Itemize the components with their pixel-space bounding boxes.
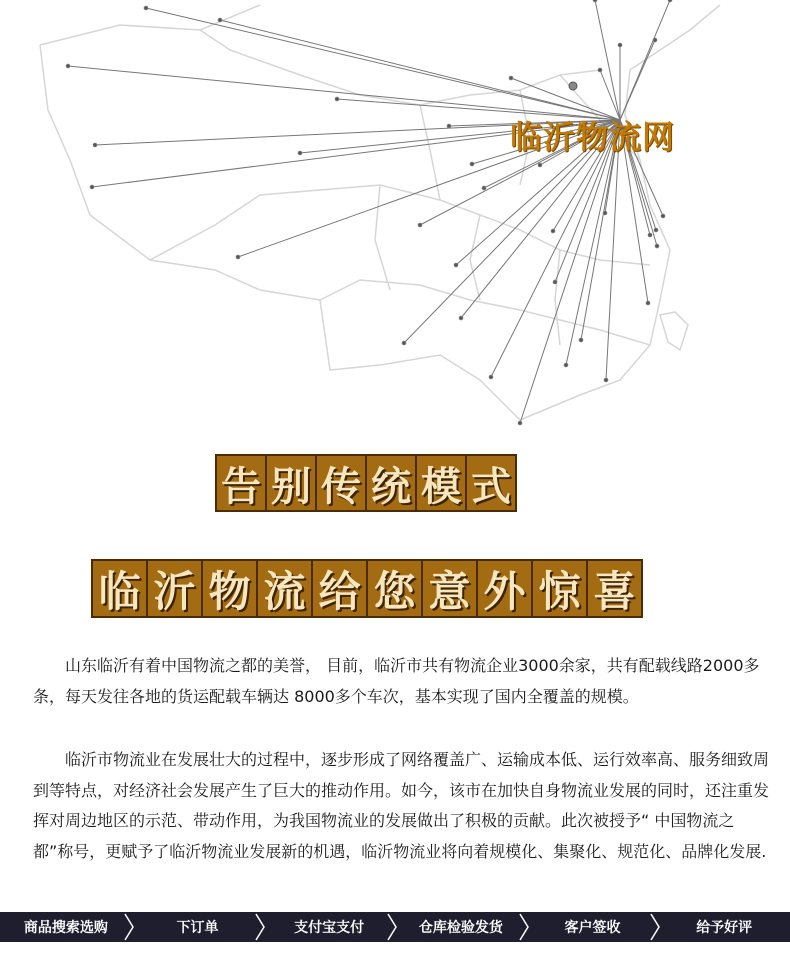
- intro-paragraph-2: 临沂市物流业在发展壮大的过程中，逐步形成了网络覆盖广、运输成本低、运行效率高、服务细致周到等特点，对经济社会发展产生了巨大的推动作用。如今，该市在加快自身物流业发展的同时，还注重发挥对周边地区的示范、带动作用，为我国物流业的发展做出了积极的贡献。此次被授予“ 中国物流之都”称号，更赋予了临沂物流业发展新的机遇，临沂物流业将向着规模化、集聚化、规范化、品牌化发展.: [33, 750, 770, 861]
- banner-char: 外: [476, 559, 533, 618]
- city-dot: [470, 162, 474, 166]
- process-step-label: 下订单: [176, 920, 219, 936]
- city-dot: [655, 244, 659, 248]
- process-step: [0, 912, 132, 942]
- route-line: [595, 0, 620, 120]
- city-dot: [447, 124, 451, 128]
- city-dot: [668, 0, 672, 2]
- slogan-banner-2: [91, 559, 641, 618]
- city-dot: [593, 0, 597, 2]
- banner-char: 给: [311, 559, 368, 618]
- city-dot: [646, 301, 650, 305]
- city-dot: [402, 341, 406, 345]
- intro-paragraph-1: 山东临沂有着中国物流之都的美誉， 目前，临沂市共有物流企业3000余家，共有配载线路2000多条，每天发往各地的货运配载车辆达 8000多个车次，基本实现了国内全覆盖的规模。: [33, 656, 760, 706]
- city-dot: [144, 6, 148, 10]
- banner-char: 式: [465, 454, 517, 512]
- route-line: [620, 0, 670, 120]
- city-dot: [518, 421, 522, 425]
- city-dot: [538, 163, 542, 167]
- process-step-label: 客户签收: [564, 920, 621, 936]
- route-line: [146, 8, 620, 120]
- banner-char: 告: [215, 454, 267, 512]
- slogan-banner-1: [215, 454, 515, 512]
- banner-char: 模: [415, 454, 467, 512]
- map-title: 临沂物流网: [510, 118, 676, 156]
- city-dot: [551, 229, 555, 233]
- process-step-label: 仓库检验发货: [418, 920, 503, 936]
- process-step: [395, 912, 527, 942]
- process-step-label: 商品搜索选购: [23, 920, 108, 936]
- route-line: [491, 120, 620, 377]
- city-dot: [335, 97, 339, 101]
- banner-char: 传: [315, 454, 367, 512]
- banner-char: 物: [201, 559, 258, 618]
- route-lines: [66, 0, 672, 425]
- process-step: [263, 912, 395, 942]
- city-dot: [482, 186, 486, 190]
- banner-char: 统: [365, 454, 417, 512]
- banner-char: 临: [91, 559, 148, 618]
- process-step-label: 支付宝支付: [294, 920, 365, 936]
- city-dot: [454, 263, 458, 267]
- city-dot: [579, 338, 583, 342]
- process-step-label: 给予好评: [696, 920, 753, 936]
- route-line: [520, 120, 620, 423]
- city-dot: [218, 18, 222, 22]
- banner-char: 惊: [531, 559, 588, 618]
- process-step: [132, 912, 264, 942]
- banner-char: 沂: [146, 559, 203, 618]
- process-step: [527, 912, 659, 942]
- banner-char: 您: [366, 559, 423, 618]
- city-dot: [66, 64, 70, 68]
- banner-char: 流: [256, 559, 313, 618]
- banner-char: 意: [421, 559, 478, 618]
- city-dot: [509, 76, 513, 80]
- banner-char: 喜: [586, 559, 643, 618]
- city-dot: [654, 228, 658, 232]
- order-process-bar: [0, 912, 790, 942]
- china-map-illustration: [0, 0, 790, 440]
- city-dot: [598, 68, 602, 72]
- city-dot: [459, 316, 463, 320]
- city-dot: [564, 363, 568, 367]
- banner-char: 别: [265, 454, 317, 512]
- city-dot: [489, 375, 493, 379]
- city-dot: [604, 378, 608, 382]
- city-dot: [553, 280, 557, 284]
- city-dot: [418, 223, 422, 227]
- city-dot: [236, 255, 240, 259]
- city-dot: [661, 214, 665, 218]
- map-outline: [40, 5, 720, 420]
- hub-marker: [569, 82, 577, 90]
- city-dot: [618, 43, 622, 47]
- city-dot: [298, 151, 302, 155]
- city-dot: [93, 143, 97, 147]
- process-step: [658, 912, 790, 942]
- city-dot: [648, 233, 652, 237]
- city-dot: [90, 185, 94, 189]
